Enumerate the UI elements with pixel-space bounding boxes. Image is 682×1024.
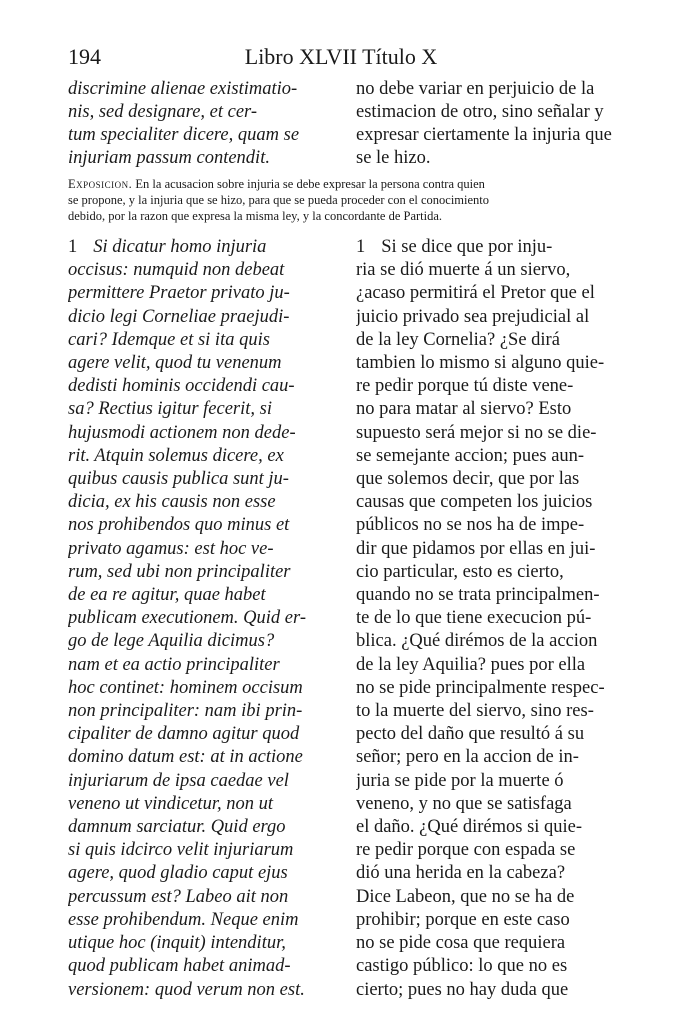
- text-line: nos prohibendos quo minus et: [68, 515, 290, 536]
- text-line: domino datum est: at in actione: [68, 747, 303, 768]
- text-line: go de lege Aquilia dicimus?: [68, 631, 275, 652]
- text-line: non principaliter: nam ibi prin-: [68, 701, 303, 722]
- text-line: señor; pero en la accion de in-: [356, 747, 579, 768]
- paragraph-number: 1: [68, 237, 78, 257]
- exposicion-heading: Exposicion.: [68, 177, 133, 191]
- paragraph-number: 1: [356, 237, 366, 257]
- text-line: rum, sed ubi non principaliter: [68, 561, 291, 582]
- text-line: dicia, ex his causis non esse: [68, 492, 276, 513]
- text-line: públicos no se nos ha de impe-: [356, 515, 585, 536]
- page-number: 194: [68, 44, 101, 69]
- text-line: dedisti hominis occidendi cau-: [68, 376, 295, 397]
- exposicion-note: [68, 176, 620, 224]
- text-line: sa? Rectius igitur fecerit, si: [68, 399, 272, 420]
- text-line: no se pide principalmente respec-: [356, 677, 605, 698]
- text-line: occisus: numquid non debeat: [68, 260, 285, 281]
- text-line: utique hoc (inquit) intenditur,: [68, 933, 286, 954]
- text-line: no se pide cosa que requiera: [356, 933, 566, 954]
- exposicion-text: En la acusacion sobre injuria se debe expresar la persona contra quien: [135, 177, 485, 191]
- text-line: juria se pide por la muerte ó: [356, 770, 564, 791]
- top-spanish-column: [356, 78, 631, 170]
- text-line: ¿acaso permitirá el Pretor que el: [356, 283, 595, 304]
- text-line: juicio privado sea prejudicial al: [356, 306, 590, 327]
- text-line: hoc continet: hominem occisum: [68, 677, 303, 698]
- text-line: expresar ciertamente la injuria que: [356, 125, 612, 145]
- text-line: te de lo que tiene execucion pú-: [356, 608, 592, 629]
- text-line: privato agamus: est hoc ve-: [68, 538, 274, 559]
- line-text: Si dicatur homo injuria: [93, 237, 267, 257]
- text-line: veneno ut vindicetur, non ut: [68, 793, 273, 814]
- text-line: de la ley Cornelia? ¿Se dirá: [356, 329, 560, 350]
- main-latin-column: [68, 236, 343, 1002]
- text-line: hujusmodi actionem non dede-: [68, 422, 296, 443]
- text-line: [356, 236, 631, 259]
- text-line: [68, 236, 343, 259]
- text-line: dir que pidamos por ellas en jui-: [356, 538, 596, 559]
- text-line: causas que competen los juicios: [356, 492, 593, 513]
- top-latin-column: [68, 78, 343, 170]
- text-line: injuriarum de ipsa caedae vel: [68, 770, 289, 791]
- text-line: nam et ea actio principaliter: [68, 654, 280, 675]
- text-line: si quis idcirco velit injuriarum: [68, 840, 294, 861]
- text-line: cari? Idemque et si ita quis: [68, 329, 270, 350]
- text-line: percussum est? Labeo ait non: [68, 886, 289, 907]
- text-line: damnum sarciatur. Quid ergo: [68, 817, 286, 838]
- text-line: estimacion de otro, sino señalar y: [356, 102, 604, 122]
- text-line: publicam executionem. Quid er-: [68, 608, 306, 629]
- text-line: tambien lo mismo si alguno quie-: [356, 353, 605, 374]
- text-line: prohibir; porque en este caso: [356, 909, 570, 930]
- text-line: quod publicam habet animad-: [68, 956, 291, 977]
- text-line: quando no se trata principalmen-: [356, 585, 600, 606]
- text-line: Dice Labeon, que no se ha de: [356, 886, 575, 907]
- text-line: discrimine alienae existimatio-: [68, 79, 298, 99]
- running-title: Libro XLVII Título X: [244, 44, 438, 69]
- exposicion-line: debido, por la razon que expresa la misma ley, y la concordante de Partida.: [68, 209, 443, 223]
- exposicion-line: [68, 176, 620, 192]
- text-line: versionem: quod verum non est.: [68, 979, 305, 1000]
- line-text: Si se dice que por inju-: [381, 237, 553, 257]
- text-line: pecto del daño que resultó á su: [356, 724, 585, 745]
- text-line: se semejante accion; pues aun-: [356, 445, 585, 466]
- main-spanish-column: [356, 236, 631, 1002]
- text-line: dicio legi Corneliae praejudi-: [68, 306, 290, 327]
- text-line: nis, sed designare, et cer-: [68, 102, 258, 122]
- text-line: agere velit, quod tu venenum: [68, 353, 282, 374]
- text-line: quibus causis publica sunt ju-: [68, 469, 289, 490]
- text-line: cipaliter de damno agitur quod: [68, 724, 300, 745]
- text-line: de la ley Aquilia? pues por ella: [356, 654, 586, 675]
- exposicion-line: se propone, y la injuria que se hizo, para que se pueda proceder con el conocimiento: [68, 193, 490, 207]
- text-line: supuesto será mejor si no se die-: [356, 422, 597, 443]
- text-line: re pedir porque tú diste vene-: [356, 376, 574, 397]
- text-line: no debe variar en perjuicio de la: [356, 79, 595, 99]
- text-line: de ea re agitur, quae habet: [68, 585, 266, 606]
- text-line: cierto; pues no hay duda que: [356, 979, 569, 1000]
- text-line: castigo público: lo que no es: [356, 956, 568, 977]
- text-line: se le hizo.: [356, 148, 431, 168]
- text-line: que solemos decir, que por las: [356, 469, 580, 490]
- text-line: ria se dió muerte á un siervo,: [356, 260, 571, 281]
- text-line: to la muerte del siervo, sino res-: [356, 701, 594, 722]
- text-line: el daño. ¿Qué dirémos si quie-: [356, 817, 583, 838]
- text-line: blica. ¿Qué dirémos de la accion: [356, 631, 598, 652]
- text-line: permittere Praetor privato ju-: [68, 283, 290, 304]
- text-line: cio particular, esto es cierto,: [356, 561, 564, 582]
- text-line: injuriam passum contendit.: [68, 148, 270, 168]
- text-line: rit. Atquin solemus dicere, ex: [68, 445, 284, 466]
- text-line: re pedir porque con espada se: [356, 840, 576, 861]
- text-line: dió una herida en la cabeza?: [356, 863, 566, 884]
- text-line: tum specialiter dicere, quam se: [68, 125, 300, 145]
- text-line: no para matar al siervo? Esto: [356, 399, 572, 420]
- text-line: veneno, y no que se satisfaga: [356, 793, 572, 814]
- text-line: esse prohibendum. Neque enim: [68, 909, 299, 930]
- text-line: agere, quod gladio caput ejus: [68, 863, 288, 884]
